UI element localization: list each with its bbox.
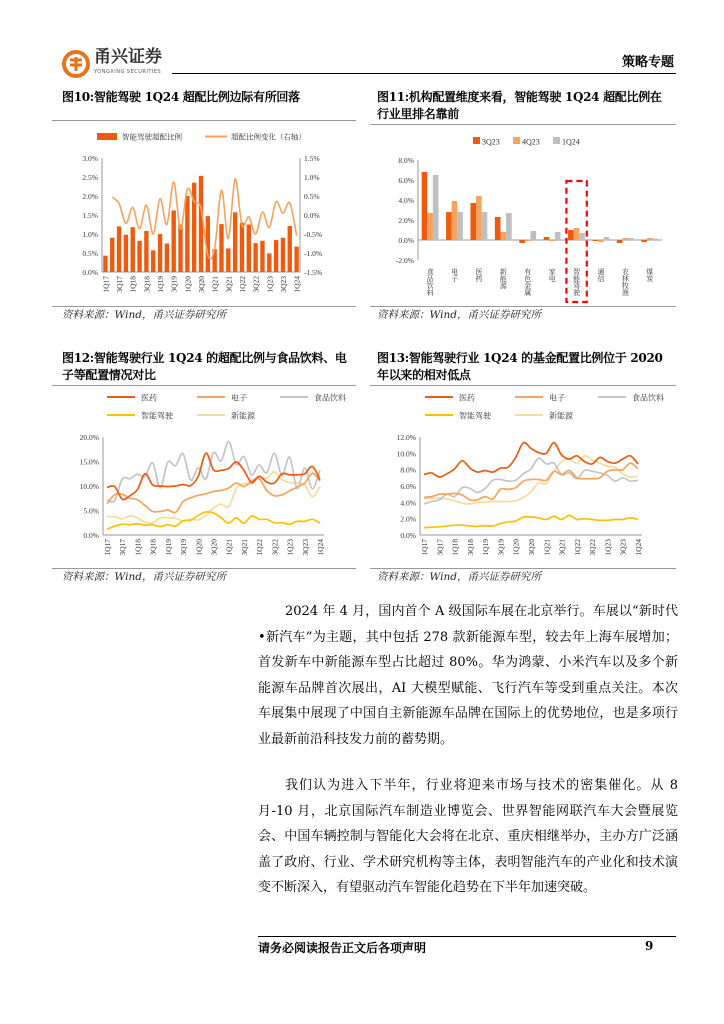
- bar: [574, 228, 580, 240]
- x-tick-label: 1Q21: [210, 276, 220, 293]
- legend-label: 智能驾驶超配比例: [122, 132, 182, 142]
- series-line: [107, 473, 320, 513]
- bar: [281, 238, 285, 272]
- figure-11-title-line1: 图11:机构配置维度来看，智能驾驶 1Q24 超配比例在: [377, 90, 662, 104]
- legend-swatch: [513, 137, 520, 144]
- legend-label: 1Q24: [562, 137, 580, 147]
- x-tick-label: 3Q18: [142, 276, 152, 293]
- bar: [253, 243, 257, 272]
- bar: [647, 238, 653, 240]
- x-tick-label: 1Q21: [224, 539, 234, 556]
- figure-11-source: 资料来源：Wind，甬兴证券研究所: [377, 309, 541, 321]
- x-tick-label: 3Q21: [239, 539, 249, 556]
- bar: [604, 237, 610, 240]
- bar: [274, 240, 278, 272]
- body-text: [258, 599, 678, 753]
- brand-name: 甬兴证券: [94, 47, 162, 67]
- legend-label: 食品饮料: [632, 393, 664, 403]
- x-tick-label: 3Q17: [115, 276, 125, 293]
- y-tick-label: 10.0%: [396, 449, 416, 459]
- y-tick-label: -1.0%: [304, 249, 323, 258]
- bar: [506, 213, 512, 240]
- series-line: [424, 515, 638, 527]
- header-rule: [172, 73, 676, 74]
- x-tick-label: 3Q17: [435, 539, 445, 556]
- bar: [579, 233, 585, 240]
- bar: [495, 217, 501, 240]
- x-tick-label: 1Q19: [163, 539, 173, 556]
- bar: [519, 240, 525, 243]
- category-label: 医药: [475, 268, 483, 282]
- y-tick-label: 0.0%: [83, 531, 99, 540]
- divider: [52, 120, 356, 121]
- bar: [470, 203, 476, 240]
- bar: [294, 247, 298, 272]
- category-label: 电子: [450, 268, 459, 282]
- y-tick-label: 4.0%: [400, 498, 416, 508]
- bar: [568, 230, 574, 240]
- category-label: 新能源: [499, 268, 508, 289]
- bar: [185, 196, 189, 272]
- chart-figure-13: [370, 386, 676, 568]
- figure-12-source: 资料来源：Wind，甬兴证券研究所: [62, 571, 226, 583]
- y-tick-label: 1.5%: [82, 211, 98, 220]
- y-tick-label: 2.0%: [82, 192, 98, 201]
- category-label: 有色金属: [523, 268, 532, 296]
- chart-figure-10: [52, 122, 356, 306]
- x-tick-label: 1Q24: [316, 539, 325, 556]
- x-tick-label: 3Q21: [557, 539, 567, 556]
- bar: [178, 225, 182, 273]
- legend-swatch: [97, 133, 117, 140]
- y-tick-label: 1.0%: [304, 173, 320, 182]
- y-tick-label: 8.0%: [400, 465, 416, 475]
- legend-label: 食品饮料: [314, 393, 346, 403]
- x-tick-label: 3Q20: [197, 276, 206, 293]
- x-tick-label: 1Q21: [542, 539, 552, 556]
- y-tick-label: 2.0%: [398, 216, 414, 225]
- footer-rule: [258, 936, 676, 937]
- bar: [500, 232, 506, 240]
- x-tick-label: 1Q22: [255, 539, 265, 556]
- x-tick-label: 1Q18: [450, 539, 460, 556]
- x-tick-label: 1Q19: [481, 539, 491, 556]
- category-label: 煤炭: [645, 268, 654, 282]
- y-tick-label: 0.5%: [82, 249, 98, 258]
- bar: [260, 241, 264, 272]
- y-tick-label: 0.0%: [82, 268, 98, 277]
- bar: [158, 234, 162, 272]
- legend-label: 医药: [459, 393, 475, 403]
- y-tick-label: 20.0%: [79, 433, 99, 442]
- y-tick-label: 6.0%: [398, 176, 414, 185]
- y-tick-label: 1.0%: [82, 230, 98, 239]
- legend-swatch: [473, 137, 480, 144]
- bar: [525, 240, 531, 241]
- bar: [422, 172, 428, 240]
- bar: [482, 212, 488, 240]
- category-label: 农林牧渔: [621, 268, 630, 296]
- bar: [288, 226, 292, 272]
- bar: [124, 235, 128, 272]
- bar: [433, 175, 439, 240]
- x-tick-label: 1Q22: [237, 276, 247, 293]
- figure-10-source: 资料来源：Wind，甬兴证券研究所: [62, 309, 226, 321]
- section-label: 策略专题: [621, 55, 674, 70]
- x-tick-label: 3Q18: [465, 539, 475, 556]
- legend-label: 电子: [549, 393, 565, 403]
- x-tick-label: 3Q17: [118, 539, 128, 556]
- x-tick-label: 1Q18: [133, 539, 143, 556]
- x-tick-label: 1Q20: [511, 539, 521, 556]
- x-tick-label: 1Q17: [101, 276, 111, 293]
- legend-label: 4Q23: [522, 137, 540, 147]
- y-tick-label: 0.0%: [400, 531, 416, 540]
- bar: [137, 241, 141, 272]
- figure-13-title-line1: 图13:智能驾驶行业 1Q24 的基金配置比例位于 2020: [377, 351, 663, 365]
- x-tick-label: 1Q23: [285, 539, 295, 556]
- y-tick-label: 5.0%: [83, 506, 99, 516]
- y-tick-label: 15.0%: [79, 457, 99, 467]
- bar: [622, 238, 628, 240]
- legend-label: 医药: [141, 393, 157, 403]
- x-tick-label: 1Q19: [156, 276, 166, 293]
- y-tick-label: 0.0%: [304, 211, 320, 220]
- logo-emblem-icon: [62, 50, 90, 78]
- x-tick-label: 3Q18: [148, 539, 158, 556]
- bar: [530, 231, 536, 240]
- footer-disclaimer: 请务必阅读报告正文后各项声明: [258, 941, 427, 955]
- x-tick-label: 1Q22: [572, 539, 582, 556]
- y-tick-label: 12.0%: [396, 433, 416, 442]
- y-tick-label: 0.0%: [398, 236, 414, 245]
- x-tick-label: 1Q17: [420, 539, 429, 556]
- bar: [233, 212, 237, 272]
- bar: [151, 250, 155, 272]
- y-tick-label: 2.0%: [400, 514, 416, 524]
- x-tick-label: 3Q23: [618, 539, 628, 556]
- y-tick-label: -0.5%: [304, 230, 323, 239]
- x-tick-label: 1Q24: [634, 539, 643, 556]
- y-tick-label: 10.0%: [79, 482, 99, 491]
- y-tick-label: -1.5%: [304, 268, 323, 277]
- bar: [476, 196, 482, 240]
- figure-13-title-line2: 年以来的相对低点: [377, 368, 471, 382]
- x-tick-label: 3Q22: [270, 539, 280, 556]
- x-tick-label: 3Q21: [224, 276, 234, 293]
- x-tick-label: 3Q19: [169, 276, 179, 293]
- bar: [144, 231, 148, 272]
- figure-10-title: 图10:智能驾驶 1Q24 超配比例边际有所回落: [62, 90, 300, 104]
- body-text: [258, 773, 678, 901]
- bar: [103, 256, 107, 272]
- bar: [652, 239, 658, 241]
- chart-figure-11: [370, 126, 676, 306]
- legend-label: 智能驾驶: [459, 411, 491, 421]
- series-line: [107, 441, 320, 502]
- x-tick-label: 1Q23: [265, 276, 275, 293]
- x-tick-label: 1Q20: [194, 539, 204, 556]
- x-tick-label: 3Q22: [588, 539, 598, 556]
- bar: [219, 224, 223, 272]
- bar: [617, 240, 623, 243]
- x-tick-label: 3Q23: [300, 539, 310, 556]
- divider: [370, 124, 676, 125]
- bar: [544, 237, 550, 240]
- figure-12-title-line1: 图12:智能驾驶行业 1Q24 的超配比例与食品饮料、电: [62, 351, 347, 365]
- series-line: [107, 472, 320, 523]
- x-tick-label: 3Q22: [251, 276, 261, 293]
- y-tick-label: 4.0%: [398, 196, 414, 205]
- chart-figure-12: [52, 386, 356, 568]
- bar: [549, 240, 555, 241]
- y-tick-label: 6.0%: [400, 482, 416, 491]
- brand-name-en: YONGXING SECURITIES: [94, 69, 162, 75]
- bar: [427, 213, 433, 240]
- category-label: 通信: [597, 268, 605, 282]
- y-tick-label: 0.5%: [304, 192, 320, 201]
- y-tick-label: 2.5%: [82, 173, 98, 182]
- bar: [598, 240, 604, 242]
- figure-11-title-line2: 行业里排名靠前: [377, 107, 459, 121]
- bar: [555, 232, 561, 240]
- y-tick-label: 8.0%: [398, 156, 414, 165]
- bar: [628, 238, 634, 240]
- bar: [267, 253, 271, 272]
- x-tick-label: 3Q19: [179, 539, 189, 556]
- legend-label: 3Q23: [482, 137, 500, 147]
- legend-label: 新能源: [231, 411, 255, 421]
- bar: [457, 212, 463, 240]
- legend-label: 新能源: [549, 411, 573, 421]
- bar: [226, 248, 230, 272]
- bar: [172, 210, 176, 272]
- category-label: 家电: [548, 268, 557, 282]
- bar: [446, 212, 452, 240]
- bar: [199, 176, 203, 272]
- category-label: 食品饮料: [426, 268, 435, 296]
- x-tick-label: 1Q24: [292, 276, 302, 293]
- x-tick-label: 1Q23: [603, 539, 613, 556]
- legend-label: 电子: [231, 393, 247, 403]
- brand-logo: [62, 47, 172, 78]
- bar: [452, 201, 458, 240]
- bar: [247, 225, 251, 273]
- bar: [592, 240, 598, 241]
- paragraph-2: 我们认为进入下半年，行业将迎来市场与技术的密集催化。从 8 月-10 月，北京国际汽车制造业博览会、世界智能网联汽车大会暨展览会、中国车辆控制与智能化大会将在北京、重庆相继举办，主办方广泛涵盖了政府、行业、学术研究机构等主体，表明智能汽车的产业化和技术演变不断深入，有望驱动汽车智能化趋势在下半年加速突破。: [258, 778, 678, 896]
- legend-label: 超配比例变化（右轴）: [231, 132, 306, 142]
- bar: [131, 227, 135, 272]
- figure-12-title-line2: 子等配置情况对比: [62, 368, 156, 382]
- x-tick-label: 3Q23: [278, 276, 288, 293]
- y-tick-label: 3.0%: [82, 154, 98, 163]
- x-tick-label: 1Q17: [103, 539, 112, 556]
- x-tick-label: 1Q20: [183, 276, 193, 293]
- paragraph-1: 2024 年 4 月，国内首个 A 级国际车展在北京举行。车展以“新时代 •新汽车”为主题，其中包括 278 款新能源车型，较去年上海车展增加；首发新车中新能源车型占比超过 80%。华为鸿蒙、小米汽车以及多个新能源车品牌首次展出，AI 大模型赋能、飞行汽车等受到重点关注。本次车展集中展现了中国自主新能源车品牌在国际上的优势地位，也是多项行业最新前沿科技发力前的蓄势期。: [258, 604, 678, 747]
- legend-swatch: [553, 137, 560, 144]
- y-tick-label: 1.5%: [304, 154, 320, 163]
- bar: [240, 223, 244, 272]
- x-tick-label: 3Q20: [527, 539, 536, 556]
- bar: [641, 240, 647, 242]
- x-tick-label: 1Q18: [128, 276, 138, 293]
- y-tick-label: -2.0%: [395, 256, 414, 265]
- x-tick-label: 3Q20: [209, 539, 219, 556]
- x-tick-label: 3Q19: [496, 539, 506, 556]
- bar: [110, 238, 114, 272]
- figure-13-source: 资料来源：Wind，甬兴证券研究所: [377, 571, 541, 583]
- legend-label: 智能驾驶: [141, 411, 173, 421]
- bar: [117, 226, 121, 272]
- category-label: 智能驾驶: [572, 268, 581, 296]
- page-number: 9: [645, 939, 654, 953]
- series-line: [107, 512, 320, 529]
- bar: [165, 244, 169, 273]
